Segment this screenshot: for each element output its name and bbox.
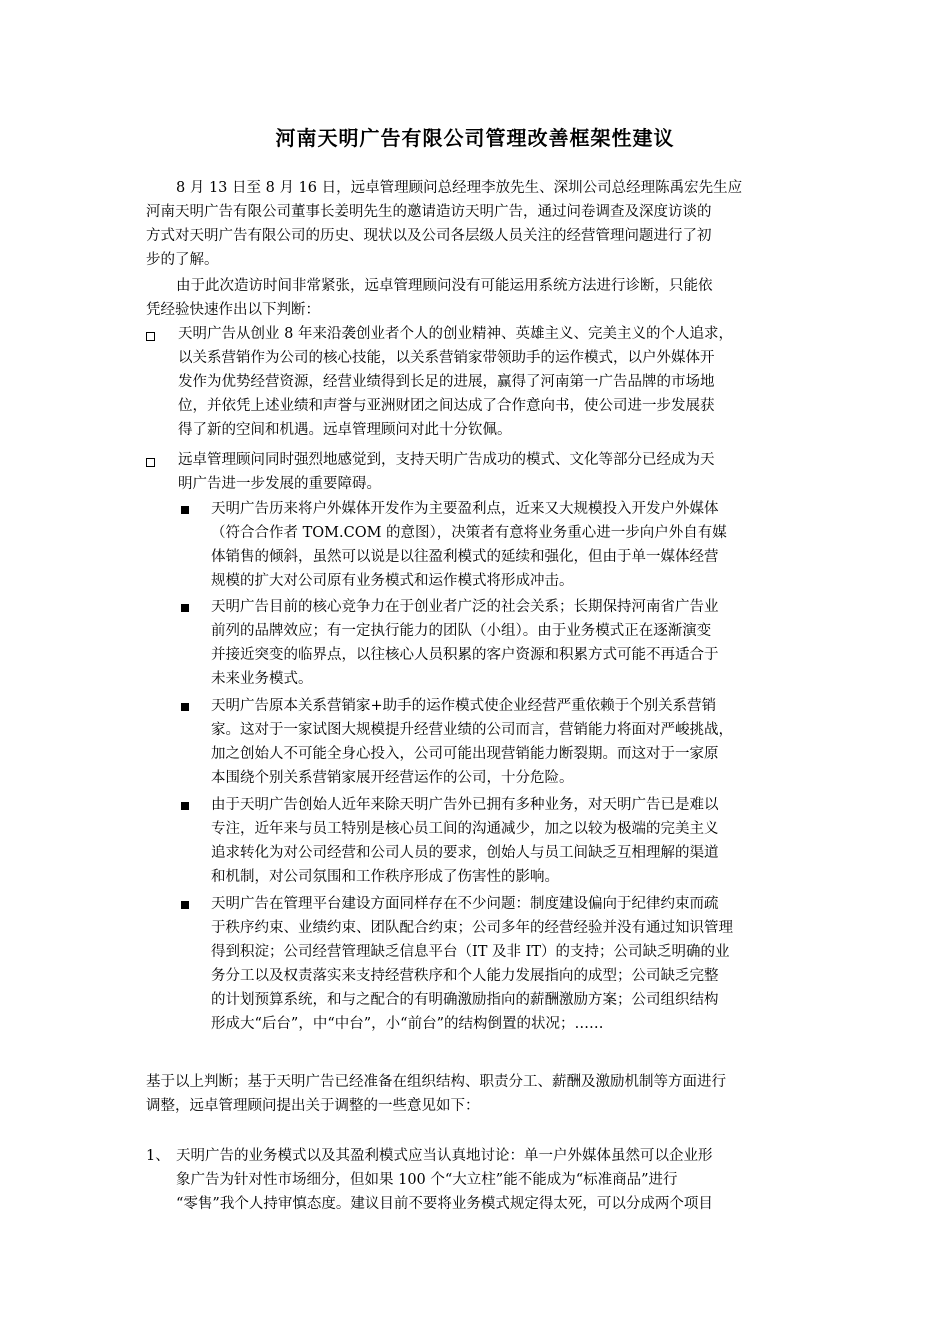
sub-bullet-line: 加之创始人不可能全身心投入，公司可能出现营销能力断裂期。而这对于一家原: [211, 746, 719, 762]
hollow-square-bullet-icon: [146, 332, 155, 341]
numbered-item-line: 象广告为针对性市场细分，但如果 100 个“大立柱”能不能成为“标准商品”进行: [176, 1172, 678, 1188]
conclusion-line: 基于以上判断；基于天明广告已经准备在组织结构、职责分工、薪酬及激励机制等方面进行: [146, 1074, 726, 1090]
sub-bullet-line: 和机制，对公司氛围和工作秩序形成了伤害性的影响。: [211, 869, 559, 885]
bullet-line: 以关系营销作为公司的核心技能，以关系营销家带领助手的运作模式，以户外媒体开: [178, 350, 715, 366]
sub-bullet-line: 体销售的倾斜，虽然可以说是以往盈利模式的延续和强化，但由于单一媒体经营: [211, 549, 719, 565]
sub-bullet-line: 于秩序约束、业绩约束、团队配合约束；公司多年的经营经验并没有通过知识管理: [211, 920, 733, 936]
sub-bullet-line: 由于天明广告创始人近年来除天明广告外已拥有多种业务，对天明广告已是难以: [211, 797, 719, 813]
sub-bullet-line: 前列的品牌效应；有一定执行能力的团队（小组）。由于业务模式正在逐渐演变: [211, 623, 712, 639]
filled-square-bullet-icon: [181, 901, 189, 909]
intro-line: 步的了解。: [146, 252, 219, 268]
bullet-line: 得了新的空间和机遇。远卓管理顾问对此十分钦佩。: [178, 422, 512, 438]
intro-line: 方式对天明广告有限公司的历史、现状以及公司各层级人员关注的经营管理问题进行了初: [146, 228, 712, 244]
sub-bullet-line: 天明广告历来将户外媒体开发作为主要盈利点，近来又大规模投入开发户外媒体: [211, 501, 719, 517]
sub-bullet-line: 务分工以及权责落实来支持经营秩序和个人能力发展指向的成型；公司缺乏完整: [211, 968, 719, 984]
bullet-line: 位，并依凭上述业绩和声誉与亚洲财团之间达成了合作意向书，使公司进一步发展获: [178, 398, 715, 414]
sub-bullet-line: 本围绕个别关系营销家展开经营运作的公司，十分危险。: [211, 770, 574, 786]
sub-bullet-line: 天明广告在管理平台建设方面同样存在不少问题：制度建设偏向于纪律约束而疏: [211, 896, 719, 912]
sub-bullet-line: （符合合作者 TOM.COM 的意图），决策者有意将业务重心进一步向户外自有媒: [211, 525, 727, 541]
sub-bullet-line: 追求转化为对公司经营和公司人员的要求，创始人与员工间缺乏互相理解的渠道: [211, 845, 719, 861]
bullet-line: 明广告进一步发展的重要障碍。: [178, 476, 381, 492]
filled-square-bullet-icon: [181, 604, 189, 612]
intro-line: 8 月 13 日至 8 月 16 日，远卓管理顾问总经理李放先生、深圳公司总经理陈禹宏先生应: [176, 180, 743, 196]
sub-bullet-line: 家。这对于一家试图大规模提升经营业绩的公司而言，营销能力将面对严峻挑战，: [211, 722, 733, 738]
sub-bullet-line: 专注，近年来与员工特别是核心员工间的沟通减少，加之以较为极端的完美主义: [211, 821, 719, 837]
bullet-line: 发作为优势经营资源，经营业绩得到长足的进展，赢得了河南第一广告品牌的市场地: [178, 374, 715, 390]
sub-bullet-line: 天明广告目前的核心竞争力在于创业者广泛的社会关系；长期保持河南省广告业: [211, 599, 719, 615]
hollow-square-bullet-icon: [146, 458, 155, 467]
numbered-item-line: 天明广告的业务模式以及其盈利模式应当认真地讨论：单一户外媒体虽然可以企业形: [176, 1148, 713, 1164]
intro-line: 凭经验快速作出以下判断：: [146, 302, 320, 318]
intro-line: 由于此次造访时间非常紧张，远卓管理顾问没有可能运用系统方法进行诊断，只能依: [176, 278, 713, 294]
numbered-item-line: “零售”我个人持审慎态度。建议目前不要将业务模式规定得太死，可以分成两个项目: [176, 1196, 713, 1212]
list-number: 1、: [146, 1148, 170, 1164]
sub-bullet-line: 的计划预算系统，和与之配合的有明确激励指向的薪酬激励方案；公司组织结构: [211, 992, 719, 1008]
bullet-line: 天明广告从创业 8 年来沿袭创业者个人的创业精神、英雄主义、完美主义的个人追求，: [178, 326, 733, 342]
bullet-line: 远卓管理顾问同时强烈地感觉到，支持天明广告成功的模式、文化等部分已经成为天: [178, 452, 715, 468]
sub-bullet-line: 规模的扩大对公司原有业务模式和运作模式将形成冲击。: [211, 573, 574, 589]
filled-square-bullet-icon: [181, 802, 189, 810]
sub-bullet-line: 形成大“后台”，中“中台”，小“前台”的结构倒置的状况；……: [211, 1016, 604, 1032]
sub-bullet-line: 并接近突变的临界点，以往核心人员积累的客户资源和积累方式可能不再适合于: [211, 647, 719, 663]
conclusion-line: 调整，远卓管理顾问提出关于调整的一些意见如下：: [146, 1098, 480, 1114]
sub-bullet-line: 天明广告原本关系营销家+助手的运作模式使企业经营严重依赖于个别关系营销: [211, 698, 717, 714]
intro-line: 河南天明广告有限公司董事长姜明先生的邀请造访天明广告，通过问卷调查及深度访谈的: [146, 204, 712, 220]
sub-bullet-line: 未来业务模式。: [211, 671, 313, 687]
document-title: 河南天明广告有限公司管理改善框架性建议: [275, 126, 675, 150]
sub-bullet-line: 得到积淀；公司经营管理缺乏信息平台（IT 及非 IT）的支持；公司缺乏明确的业: [211, 944, 730, 960]
filled-square-bullet-icon: [181, 506, 189, 514]
filled-square-bullet-icon: [181, 703, 189, 711]
